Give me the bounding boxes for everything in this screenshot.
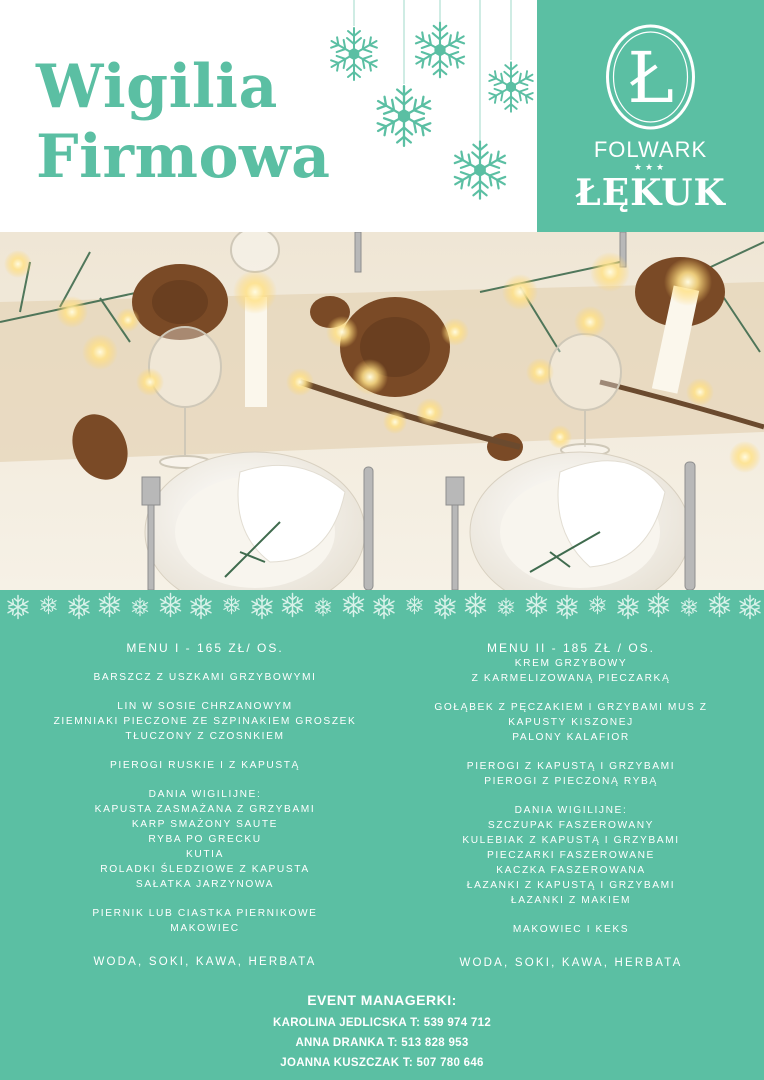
manager-contact: KAROLINA JEDLICSKA T: 539 974 712 bbox=[272, 1017, 492, 1029]
menu-group bbox=[388, 922, 754, 937]
snowflake-icon bbox=[464, 593, 488, 616]
menu-item: BARSZCZ Z USZKAMI GRZYBOWYMI bbox=[93, 672, 317, 683]
snowflake-icon bbox=[708, 593, 732, 616]
menu-2-title: MENU II - 185 ZŁ / OS. bbox=[486, 641, 656, 655]
snowflake-icon bbox=[6, 595, 30, 618]
menu-item: PIERNIK LUB CIASTKA PIERNIKOWE bbox=[92, 908, 318, 919]
menu-item: PIEROGI Z KAPUSTĄ I GRZYBAMI bbox=[466, 761, 676, 772]
menu-group bbox=[388, 803, 754, 908]
festive-table-photo bbox=[0, 232, 764, 590]
menu-item: KARP SMAŻONY SAUTE bbox=[131, 819, 279, 830]
menu-item: KACZKA FASZEROWANA bbox=[496, 865, 646, 876]
menu-2 bbox=[388, 640, 754, 971]
snowflake-icon bbox=[555, 595, 579, 618]
menu-item: KUTIA bbox=[185, 849, 224, 860]
menu-item: PIECZARKI FASZEROWANE bbox=[487, 850, 655, 861]
event-managers bbox=[0, 992, 764, 1073]
menu-item: PALONY KALAFIOR bbox=[512, 732, 630, 743]
menu-1-items bbox=[22, 670, 388, 936]
snowflake-icon bbox=[680, 598, 698, 616]
snowflake-icon bbox=[372, 595, 396, 618]
hanging-snowflakes-icon bbox=[318, 0, 538, 232]
menu-item: RYBA PO GRECKU bbox=[148, 834, 262, 845]
page-title bbox=[36, 52, 331, 192]
menu-item: SAŁATKA JARZYNOWA bbox=[135, 879, 275, 890]
menu-item: TŁUCZONY Z CZOSNKIEM bbox=[125, 731, 285, 742]
snowflake-icon bbox=[525, 593, 549, 616]
snowflake-icon bbox=[67, 595, 91, 618]
snowflake-border-icon bbox=[0, 590, 764, 626]
snowflake-icon bbox=[497, 598, 515, 616]
logo-monogram: Ł bbox=[627, 37, 674, 119]
menu-item: DANIA WIGILIJNE: bbox=[148, 789, 262, 800]
menu-item: ZIEMNIAKI PIECZONE ZE SZPINAKIEM GROSZEK bbox=[53, 716, 357, 727]
menu-item: ROLADKI ŚLEDZIOWE Z KAPUSTA bbox=[100, 864, 310, 875]
snowflake-icon bbox=[588, 596, 606, 614]
menu-item: MAKOWIEC I KEKS bbox=[512, 924, 630, 935]
snowflake-icon bbox=[342, 593, 366, 616]
logo-icon bbox=[603, 22, 698, 132]
title-line-1: Wigilia bbox=[36, 52, 278, 122]
header bbox=[0, 0, 764, 232]
brand-sub: ŁĘKUK bbox=[575, 172, 726, 214]
snowflake-icon bbox=[281, 593, 305, 616]
manager-contact: JOANNA KUSZCZAK T: 507 780 646 bbox=[280, 1057, 484, 1069]
menu-group bbox=[22, 699, 388, 744]
menu-item: DANIA WIGILIJNE: bbox=[514, 805, 628, 816]
menu-item: GOŁĄBEK Z PĘCZAKIEM I GRZYBAMI MUS Z bbox=[434, 702, 708, 713]
snowflake-icon bbox=[39, 596, 57, 614]
menu-item: Z KARMELIZOWANĄ PIECZARKĄ bbox=[471, 673, 671, 684]
menu-item: MAKOWIEC bbox=[170, 923, 240, 934]
menu-group bbox=[22, 758, 388, 773]
manager-contact: ANNA DRANKA T: 513 828 953 bbox=[295, 1037, 469, 1049]
menu-item: KREM GRZYBOWY bbox=[514, 658, 628, 669]
menu-item: KULEBIAK Z KAPUSTĄ I GRZYBAMI bbox=[462, 835, 680, 846]
menu-item: ŁAZANKI Z MAKIEM bbox=[510, 895, 632, 906]
menu-2-items bbox=[388, 656, 754, 937]
title-line-2: Firmowa bbox=[36, 122, 331, 192]
snowflake-icon bbox=[314, 598, 332, 616]
menu-group bbox=[388, 656, 754, 686]
snowflake-icon bbox=[98, 593, 122, 616]
menu-1-title: MENU I - 165 ZŁ/ OS. bbox=[126, 641, 284, 655]
menu-group bbox=[388, 700, 754, 745]
snowflake-icon bbox=[405, 596, 423, 614]
snowflake-icon bbox=[250, 595, 274, 618]
menu-item: ŁAZANKI Z KAPUSTĄ I GRZYBAMI bbox=[466, 880, 676, 891]
menu-item: KAPUSTA ZASMAŻANA Z GRZYBAMI bbox=[94, 804, 316, 815]
menu-item: LIN W SOSIE CHRZANOWYM bbox=[117, 701, 293, 712]
brand-name: FOLWARK bbox=[593, 137, 708, 162]
brand-panel bbox=[537, 0, 764, 232]
menu-group bbox=[22, 906, 388, 936]
menu-group bbox=[22, 787, 388, 892]
menu-1-drinks: WODA, SOKI, KAWA, HERBATA bbox=[93, 956, 317, 968]
snowflake-icon bbox=[647, 593, 671, 616]
snowflake-icon bbox=[159, 593, 183, 616]
snowflake-icon bbox=[433, 595, 457, 618]
menu-item: PIEROGI RUSKIE I Z KAPUSTĄ bbox=[110, 760, 300, 771]
menu-1 bbox=[22, 640, 388, 970]
snowflake-icon bbox=[189, 595, 213, 618]
brand-stars: ★★★ bbox=[633, 162, 668, 172]
snowflake-icon bbox=[131, 598, 149, 616]
menu-panel bbox=[0, 590, 764, 1080]
snowflake-icon bbox=[616, 595, 640, 618]
menu-item: KAPUSTY KISZONEJ bbox=[508, 717, 634, 728]
menu-2-drinks: WODA, SOKI, KAWA, HERBATA bbox=[459, 957, 683, 969]
menu-group bbox=[22, 670, 388, 685]
snowflake-icon bbox=[738, 595, 762, 618]
menu-item: PIEROGI Z PIECZONĄ RYBĄ bbox=[484, 776, 658, 787]
managers-title: EVENT MANAGERKI: bbox=[307, 992, 457, 1008]
snowflake-icon bbox=[222, 596, 240, 614]
menu-group bbox=[388, 759, 754, 789]
menu-item: SZCZUPAK FASZEROWANY bbox=[487, 820, 655, 831]
